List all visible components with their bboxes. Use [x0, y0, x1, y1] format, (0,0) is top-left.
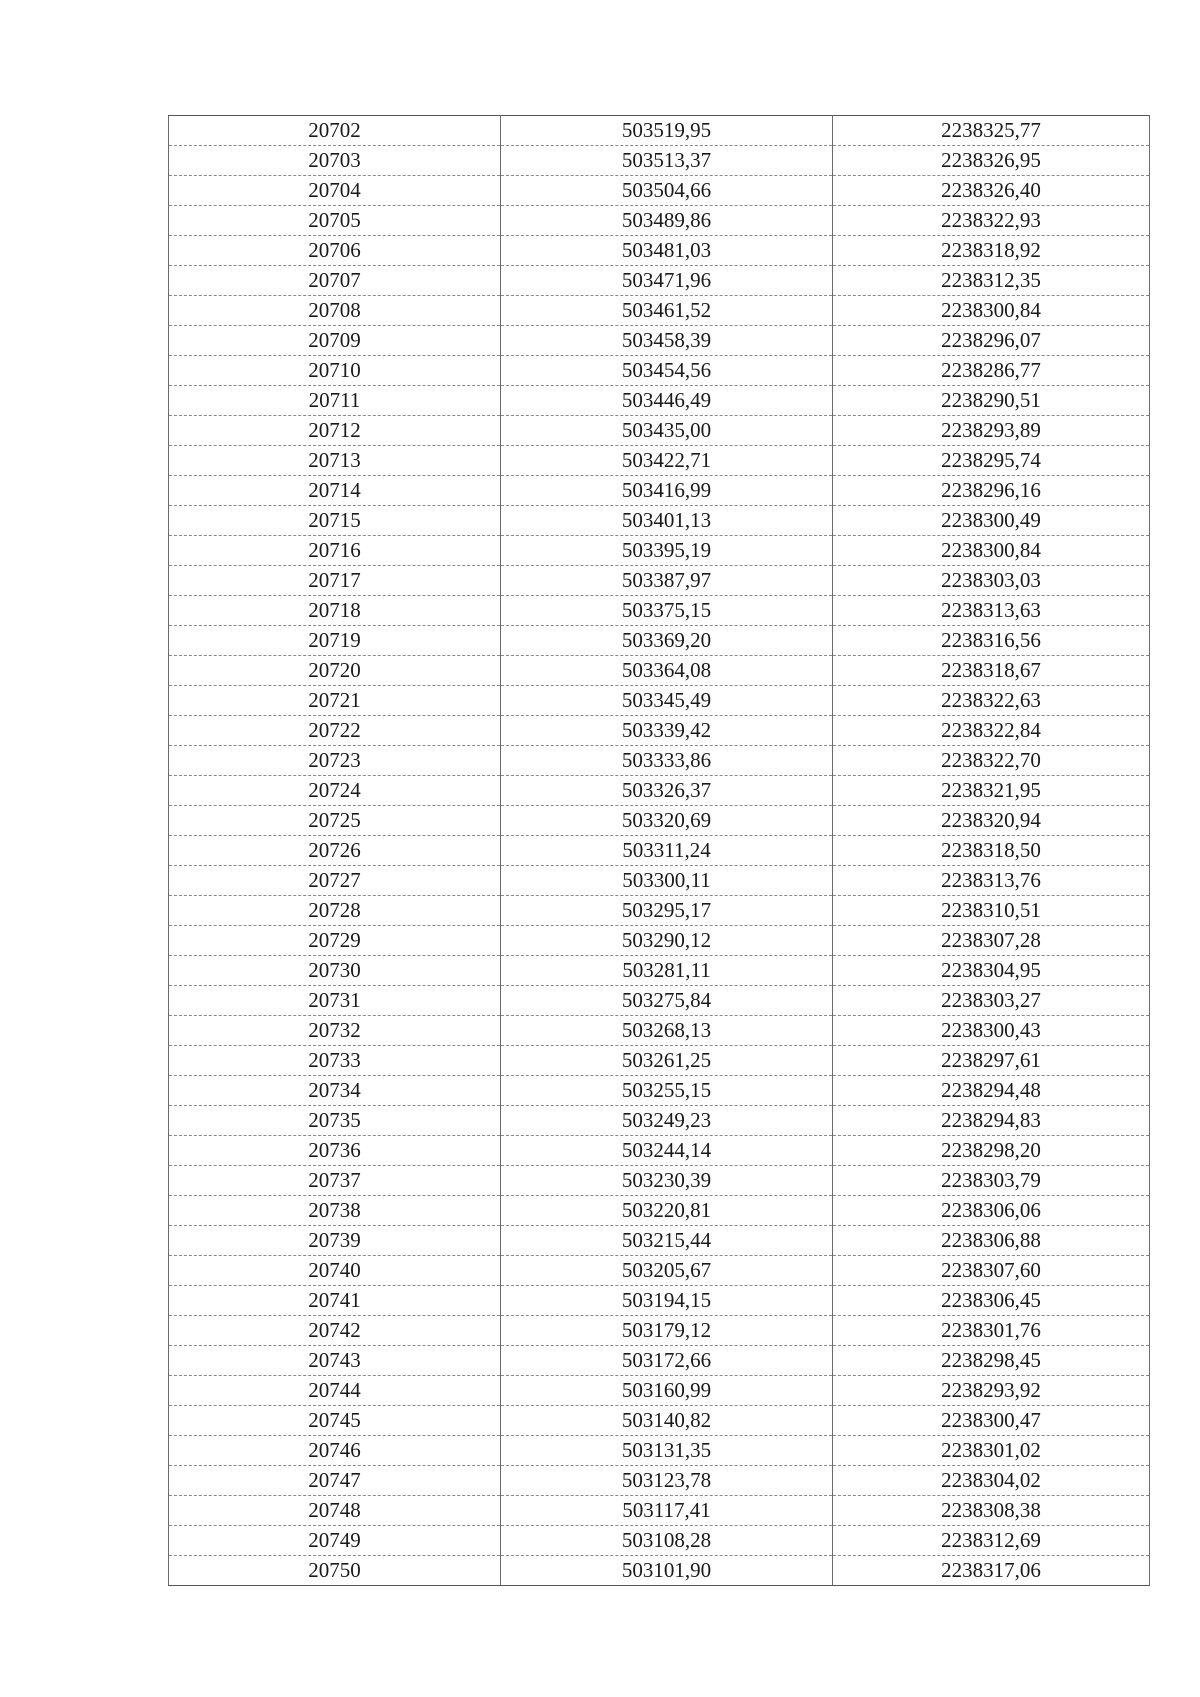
- y-coordinate-cell: 2238326,40: [833, 176, 1150, 206]
- x-coordinate-cell: 503519,95: [501, 116, 833, 146]
- x-coordinate-cell: 503364,08: [501, 656, 833, 686]
- x-coordinate-cell: 503435,00: [501, 416, 833, 446]
- table-row: [169, 986, 1150, 1016]
- point-number-cell: 20718: [169, 596, 501, 626]
- x-coordinate-cell: 503275,84: [501, 986, 833, 1016]
- y-coordinate-cell: 2238322,63: [833, 686, 1150, 716]
- table-row: [169, 1226, 1150, 1256]
- x-coordinate-cell: 503395,19: [501, 536, 833, 566]
- table-row: [169, 716, 1150, 746]
- y-coordinate-cell: 2238300,84: [833, 536, 1150, 566]
- y-coordinate-cell: 2238322,84: [833, 716, 1150, 746]
- table-row: [169, 536, 1150, 566]
- point-number-cell: 20724: [169, 776, 501, 806]
- y-coordinate-cell: 2238310,51: [833, 896, 1150, 926]
- table-row: [169, 1166, 1150, 1196]
- point-number-cell: 20706: [169, 236, 501, 266]
- table-row: [169, 1016, 1150, 1046]
- point-number-cell: 20728: [169, 896, 501, 926]
- x-coordinate-cell: 503249,23: [501, 1106, 833, 1136]
- x-coordinate-cell: 503215,44: [501, 1226, 833, 1256]
- x-coordinate-cell: 503220,81: [501, 1196, 833, 1226]
- x-coordinate-cell: 503160,99: [501, 1376, 833, 1406]
- table-row: [169, 506, 1150, 536]
- table-row: [169, 1196, 1150, 1226]
- table-row: [169, 1286, 1150, 1316]
- point-number-cell: 20747: [169, 1466, 501, 1496]
- y-coordinate-cell: 2238296,07: [833, 326, 1150, 356]
- y-coordinate-cell: 2238313,76: [833, 866, 1150, 896]
- y-coordinate-cell: 2238298,45: [833, 1346, 1150, 1376]
- y-coordinate-cell: 2238303,27: [833, 986, 1150, 1016]
- y-coordinate-cell: 2238322,70: [833, 746, 1150, 776]
- x-coordinate-cell: 503101,90: [501, 1556, 833, 1586]
- x-coordinate-cell: 503387,97: [501, 566, 833, 596]
- point-number-cell: 20726: [169, 836, 501, 866]
- x-coordinate-cell: 503281,11: [501, 956, 833, 986]
- x-coordinate-cell: 503375,15: [501, 596, 833, 626]
- y-coordinate-cell: 2238307,60: [833, 1256, 1150, 1286]
- y-coordinate-cell: 2238312,69: [833, 1526, 1150, 1556]
- table-row: [169, 146, 1150, 176]
- table-row: [169, 1376, 1150, 1406]
- table-row: [169, 596, 1150, 626]
- y-coordinate-cell: 2238294,83: [833, 1106, 1150, 1136]
- point-number-cell: 20720: [169, 656, 501, 686]
- y-coordinate-cell: 2238317,06: [833, 1556, 1150, 1586]
- y-coordinate-cell: 2238304,02: [833, 1466, 1150, 1496]
- point-number-cell: 20733: [169, 1046, 501, 1076]
- x-coordinate-cell: 503446,49: [501, 386, 833, 416]
- point-number-cell: 20725: [169, 806, 501, 836]
- x-coordinate-cell: 503255,15: [501, 1076, 833, 1106]
- x-coordinate-cell: 503194,15: [501, 1286, 833, 1316]
- y-coordinate-cell: 2238298,20: [833, 1136, 1150, 1166]
- x-coordinate-cell: 503268,13: [501, 1016, 833, 1046]
- y-coordinate-cell: 2238308,38: [833, 1496, 1150, 1526]
- y-coordinate-cell: 2238290,51: [833, 386, 1150, 416]
- table-row: [169, 626, 1150, 656]
- point-number-cell: 20714: [169, 476, 501, 506]
- table-row: [169, 1256, 1150, 1286]
- y-coordinate-cell: 2238320,94: [833, 806, 1150, 836]
- y-coordinate-cell: 2238321,95: [833, 776, 1150, 806]
- y-coordinate-cell: 2238296,16: [833, 476, 1150, 506]
- x-coordinate-cell: 503172,66: [501, 1346, 833, 1376]
- point-number-cell: 20729: [169, 926, 501, 956]
- table-row: [169, 206, 1150, 236]
- x-coordinate-cell: 503140,82: [501, 1406, 833, 1436]
- point-number-cell: 20711: [169, 386, 501, 416]
- y-coordinate-cell: 2238316,56: [833, 626, 1150, 656]
- x-coordinate-cell: 503205,67: [501, 1256, 833, 1286]
- y-coordinate-cell: 2238294,48: [833, 1076, 1150, 1106]
- table-row: [169, 1496, 1150, 1526]
- y-coordinate-cell: 2238325,77: [833, 116, 1150, 146]
- point-number-cell: 20745: [169, 1406, 501, 1436]
- x-coordinate-cell: 503401,13: [501, 506, 833, 536]
- point-number-cell: 20702: [169, 116, 501, 146]
- point-number-cell: 20748: [169, 1496, 501, 1526]
- point-number-cell: 20750: [169, 1556, 501, 1586]
- y-coordinate-cell: 2238306,45: [833, 1286, 1150, 1316]
- y-coordinate-cell: 2238312,35: [833, 266, 1150, 296]
- table-row: [169, 956, 1150, 986]
- table-row: [169, 1406, 1150, 1436]
- x-coordinate-cell: 503422,71: [501, 446, 833, 476]
- x-coordinate-cell: 503489,86: [501, 206, 833, 236]
- table-row: [169, 476, 1150, 506]
- table-row: [169, 1466, 1150, 1496]
- point-number-cell: 20712: [169, 416, 501, 446]
- table-row: [169, 296, 1150, 326]
- x-coordinate-cell: 503230,39: [501, 1166, 833, 1196]
- point-number-cell: 20717: [169, 566, 501, 596]
- table-row: [169, 836, 1150, 866]
- point-number-cell: 20743: [169, 1346, 501, 1376]
- table-row: [169, 236, 1150, 266]
- point-number-cell: 20732: [169, 1016, 501, 1046]
- point-number-cell: 20734: [169, 1076, 501, 1106]
- point-number-cell: 20731: [169, 986, 501, 1016]
- point-number-cell: 20730: [169, 956, 501, 986]
- point-number-cell: 20740: [169, 1256, 501, 1286]
- y-coordinate-cell: 2238318,92: [833, 236, 1150, 266]
- table-row: [169, 1076, 1150, 1106]
- point-number-cell: 20742: [169, 1316, 501, 1346]
- y-coordinate-cell: 2238322,93: [833, 206, 1150, 236]
- x-coordinate-cell: 503471,96: [501, 266, 833, 296]
- point-number-cell: 20741: [169, 1286, 501, 1316]
- x-coordinate-cell: 503513,37: [501, 146, 833, 176]
- y-coordinate-cell: 2238293,92: [833, 1376, 1150, 1406]
- y-coordinate-cell: 2238300,84: [833, 296, 1150, 326]
- table-row: [169, 1046, 1150, 1076]
- table-row: [169, 176, 1150, 206]
- point-number-cell: 20723: [169, 746, 501, 776]
- y-coordinate-cell: 2238300,49: [833, 506, 1150, 536]
- coordinates-table: [168, 115, 1150, 1586]
- x-coordinate-cell: 503123,78: [501, 1466, 833, 1496]
- table-row: [169, 686, 1150, 716]
- table-row: [169, 806, 1150, 836]
- table-row: [169, 776, 1150, 806]
- table-row: [169, 326, 1150, 356]
- y-coordinate-cell: 2238301,76: [833, 1316, 1150, 1346]
- x-coordinate-cell: 503333,86: [501, 746, 833, 776]
- y-coordinate-cell: 2238326,95: [833, 146, 1150, 176]
- table-row: [169, 896, 1150, 926]
- y-coordinate-cell: 2238293,89: [833, 416, 1150, 446]
- point-number-cell: 20738: [169, 1196, 501, 1226]
- point-number-cell: 20735: [169, 1106, 501, 1136]
- y-coordinate-cell: 2238303,03: [833, 566, 1150, 596]
- point-number-cell: 20727: [169, 866, 501, 896]
- y-coordinate-cell: 2238303,79: [833, 1166, 1150, 1196]
- point-number-cell: 20744: [169, 1376, 501, 1406]
- x-coordinate-cell: 503326,37: [501, 776, 833, 806]
- x-coordinate-cell: 503454,56: [501, 356, 833, 386]
- table-row: [169, 386, 1150, 416]
- x-coordinate-cell: 503320,69: [501, 806, 833, 836]
- x-coordinate-cell: 503481,03: [501, 236, 833, 266]
- x-coordinate-cell: 503339,42: [501, 716, 833, 746]
- point-number-cell: 20721: [169, 686, 501, 716]
- x-coordinate-cell: 503117,41: [501, 1496, 833, 1526]
- table-row: [169, 356, 1150, 386]
- x-coordinate-cell: 503108,28: [501, 1526, 833, 1556]
- y-coordinate-cell: 2238301,02: [833, 1436, 1150, 1466]
- point-number-cell: 20736: [169, 1136, 501, 1166]
- point-number-cell: 20705: [169, 206, 501, 236]
- table-row: [169, 926, 1150, 956]
- x-coordinate-cell: 503261,25: [501, 1046, 833, 1076]
- x-coordinate-cell: 503311,24: [501, 836, 833, 866]
- x-coordinate-cell: 503300,11: [501, 866, 833, 896]
- point-number-cell: 20708: [169, 296, 501, 326]
- table-row: [169, 656, 1150, 686]
- point-number-cell: 20716: [169, 536, 501, 566]
- point-number-cell: 20713: [169, 446, 501, 476]
- y-coordinate-cell: 2238300,47: [833, 1406, 1150, 1436]
- x-coordinate-cell: 503458,39: [501, 326, 833, 356]
- y-coordinate-cell: 2238318,50: [833, 836, 1150, 866]
- point-number-cell: 20746: [169, 1436, 501, 1466]
- y-coordinate-cell: 2238286,77: [833, 356, 1150, 386]
- point-number-cell: 20719: [169, 626, 501, 656]
- x-coordinate-cell: 503244,14: [501, 1136, 833, 1166]
- table-row: [169, 1556, 1150, 1586]
- y-coordinate-cell: 2238318,67: [833, 656, 1150, 686]
- y-coordinate-cell: 2238307,28: [833, 926, 1150, 956]
- table-row: [169, 116, 1150, 146]
- point-number-cell: 20722: [169, 716, 501, 746]
- table-row: [169, 266, 1150, 296]
- x-coordinate-cell: 503295,17: [501, 896, 833, 926]
- table-row: [169, 866, 1150, 896]
- coordinates-table-body: [169, 116, 1150, 1586]
- table-row: [169, 566, 1150, 596]
- point-number-cell: 20704: [169, 176, 501, 206]
- x-coordinate-cell: 503369,20: [501, 626, 833, 656]
- y-coordinate-cell: 2238300,43: [833, 1016, 1150, 1046]
- table-row: [169, 446, 1150, 476]
- y-coordinate-cell: 2238306,06: [833, 1196, 1150, 1226]
- point-number-cell: 20707: [169, 266, 501, 296]
- table-row: [169, 1316, 1150, 1346]
- table-row: [169, 746, 1150, 776]
- point-number-cell: 20737: [169, 1166, 501, 1196]
- x-coordinate-cell: 503131,35: [501, 1436, 833, 1466]
- y-coordinate-cell: 2238297,61: [833, 1046, 1150, 1076]
- table-row: [169, 416, 1150, 446]
- y-coordinate-cell: 2238306,88: [833, 1226, 1150, 1256]
- point-number-cell: 20749: [169, 1526, 501, 1556]
- point-number-cell: 20715: [169, 506, 501, 536]
- point-number-cell: 20710: [169, 356, 501, 386]
- point-number-cell: 20703: [169, 146, 501, 176]
- x-coordinate-cell: 503416,99: [501, 476, 833, 506]
- x-coordinate-cell: 503504,66: [501, 176, 833, 206]
- x-coordinate-cell: 503461,52: [501, 296, 833, 326]
- x-coordinate-cell: 503290,12: [501, 926, 833, 956]
- table-row: [169, 1136, 1150, 1166]
- y-coordinate-cell: 2238295,74: [833, 446, 1150, 476]
- point-number-cell: 20739: [169, 1226, 501, 1256]
- point-number-cell: 20709: [169, 326, 501, 356]
- y-coordinate-cell: 2238313,63: [833, 596, 1150, 626]
- x-coordinate-cell: 503345,49: [501, 686, 833, 716]
- y-coordinate-cell: 2238304,95: [833, 956, 1150, 986]
- table-row: [169, 1526, 1150, 1556]
- table-row: [169, 1346, 1150, 1376]
- table-row: [169, 1436, 1150, 1466]
- x-coordinate-cell: 503179,12: [501, 1316, 833, 1346]
- table-row: [169, 1106, 1150, 1136]
